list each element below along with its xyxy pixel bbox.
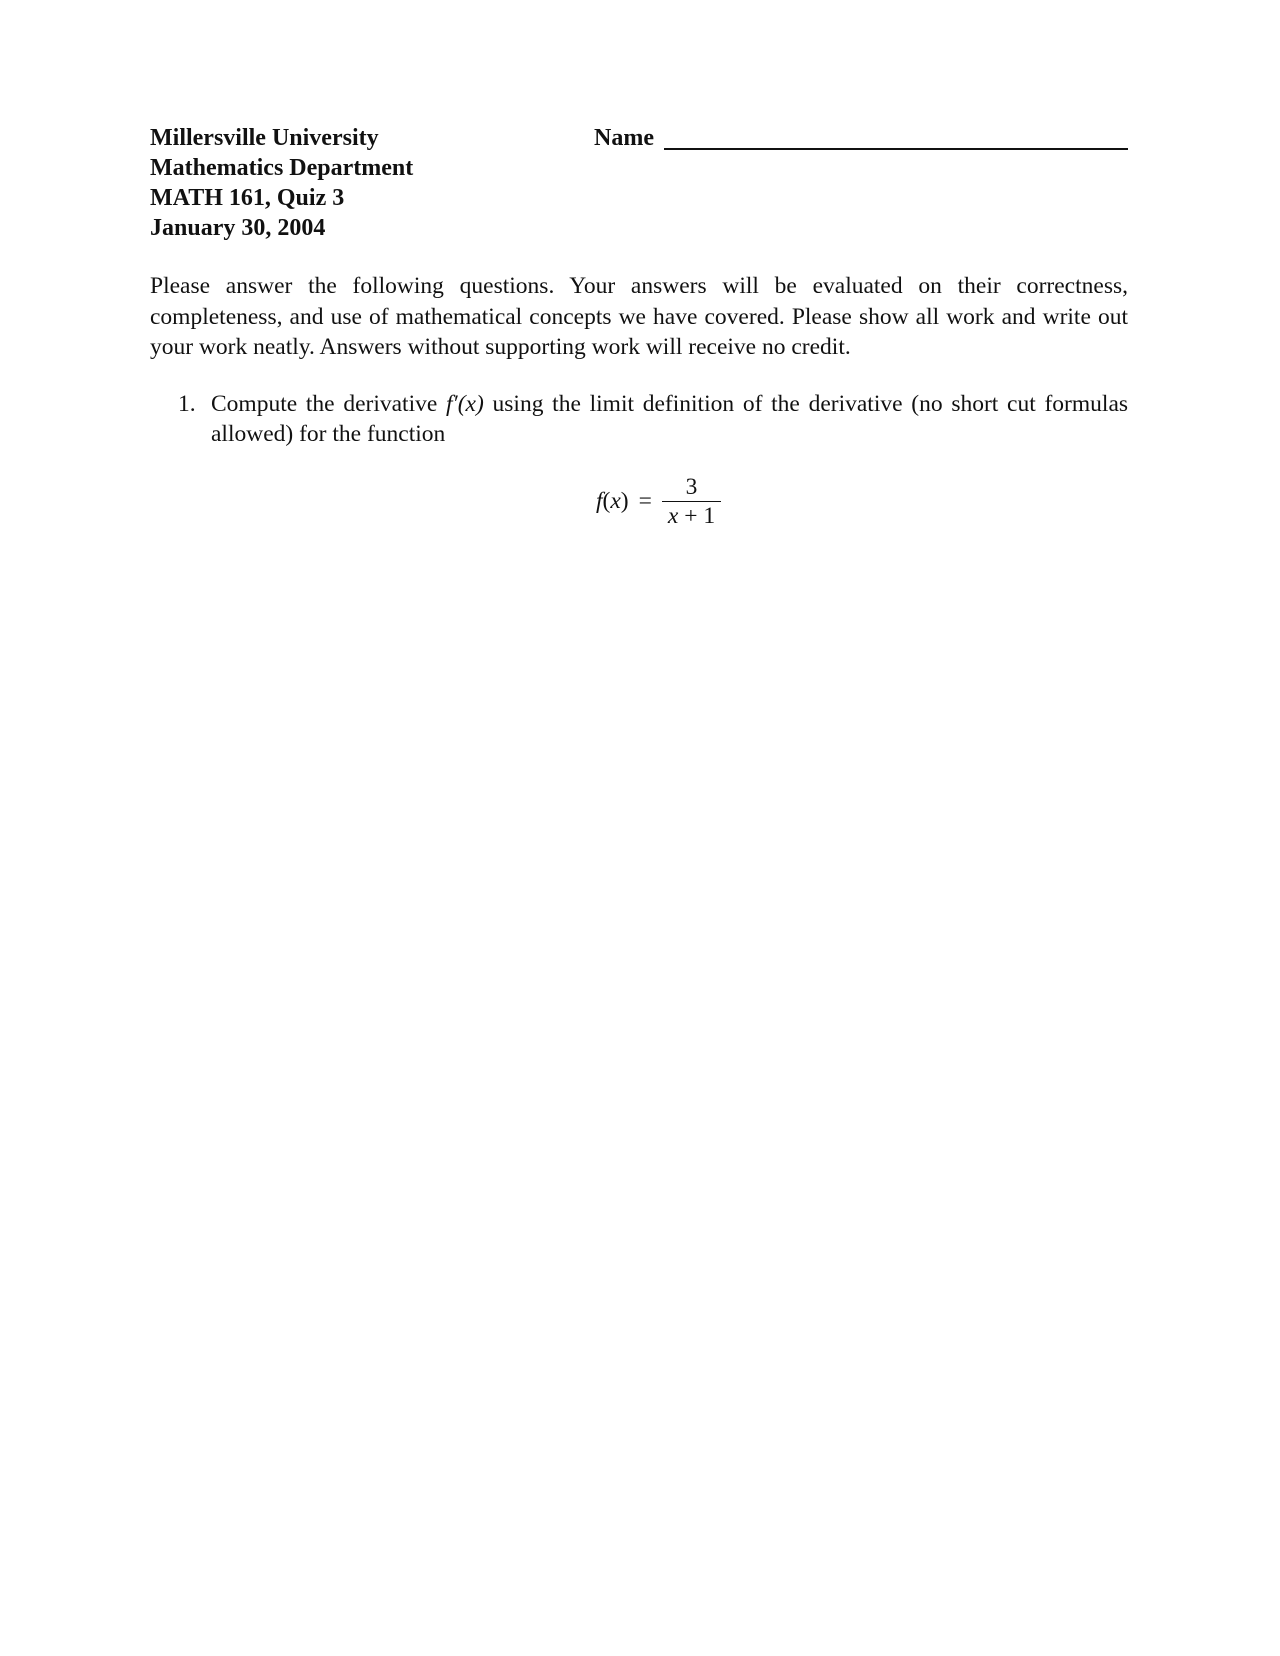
question-text — [211, 389, 1128, 449]
fraction — [662, 473, 721, 530]
function-equation — [596, 466, 721, 536]
department-name: Mathematics Department — [150, 155, 414, 181]
equation-lhs: f(x) — [596, 487, 629, 514]
name-blank-line — [664, 124, 1128, 150]
denominator-variable: x — [667, 502, 679, 529]
quiz-date: January 30, 2004 — [150, 215, 326, 241]
derivative-notation: f′(x) — [446, 391, 484, 417]
name-field — [594, 123, 1128, 153]
name-label: Name — [594, 125, 654, 151]
fraction-denominator — [662, 502, 721, 530]
course-quiz-title: MATH 161, Quiz 3 — [150, 185, 345, 211]
lhs-variable: x — [610, 487, 621, 514]
course-header — [150, 123, 413, 243]
fraction-numerator: 3 — [662, 473, 721, 502]
question-number: 1. — [178, 391, 196, 417]
lhs-function: f — [596, 487, 603, 514]
question-1 — [178, 389, 1128, 449]
university-name: Millersville University — [150, 125, 379, 151]
instructions-paragraph: Please answer the following questions. Your answers will be evaluated on their correctness, completeness, and use of mathematical concepts we have covered. Please show all work and write out your work neatly. Answers without supporting work will receive no credit. — [150, 273, 1128, 360]
question-text-after: using the limit definition of the derivative (no short cut formulas allowed) for the function — [211, 391, 1129, 447]
equals-sign: = — [638, 487, 652, 514]
question-text-before: Compute the derivative — [211, 391, 438, 417]
denominator-rest: + 1 — [678, 502, 716, 529]
